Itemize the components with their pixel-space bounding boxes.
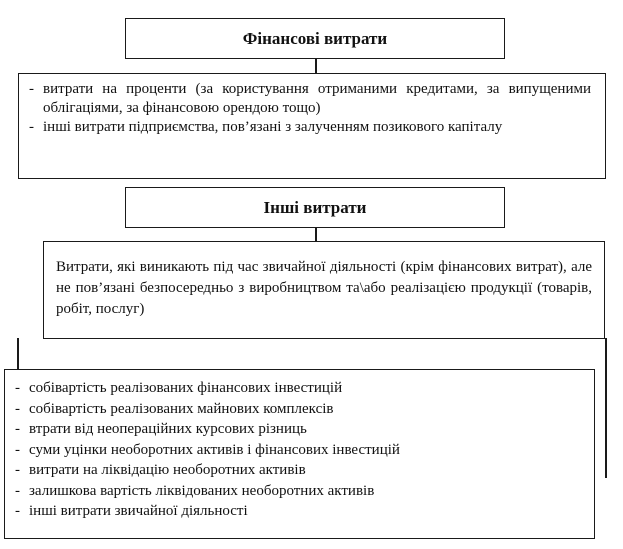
financial-expenses-list	[29, 80, 591, 137]
connector-financial	[315, 58, 317, 74]
other-expenses-title: Інші витрати	[263, 197, 367, 217]
connector-description-right	[605, 338, 607, 478]
connector-description-left	[17, 338, 19, 370]
other-expenses-description: Витрати, які виникають під час звичайної діяльності (крім фінансових витрат), але не пов’язані безпосередньо з виробництвом та\або реалізацією продукції (товарів, робіт, послуг)	[56, 259, 592, 317]
list-item: - витрати на ліквідацію необоротних активів	[15, 460, 584, 481]
list-item: - залишкова вартість ліквідованих необоротних активів	[15, 481, 584, 502]
financial-expenses-title-box	[125, 18, 505, 59]
list-item: - інші витрати звичайної діяльності	[15, 501, 584, 522]
connector-other	[315, 226, 317, 242]
other-expenses-list-box	[4, 369, 595, 539]
financial-expenses-list-box	[18, 73, 606, 179]
list-item: - інші витрати підприємства, пов’язані з залученням позикового капіталу	[29, 118, 591, 137]
list-item: - суми уцінки необоротних активів і фінансових інвестицій	[15, 440, 584, 461]
list-item: - собівартість реалізованих фінансових інвестицій	[15, 378, 584, 399]
list-item: - собівартість реалізованих майнових комплексів	[15, 399, 584, 420]
list-item: - витрати на проценти (за користування отриманими кредитами, за випущеними облігаціями, за фінансовою орендою тощо)	[29, 80, 591, 118]
financial-expenses-title: Фінансові витрати	[242, 28, 388, 48]
other-expenses-title-box	[125, 187, 505, 228]
list-item: - втрати від неопераційних курсових різниць	[15, 419, 584, 440]
other-expenses-list	[15, 378, 584, 522]
other-expenses-description-box	[43, 241, 605, 339]
